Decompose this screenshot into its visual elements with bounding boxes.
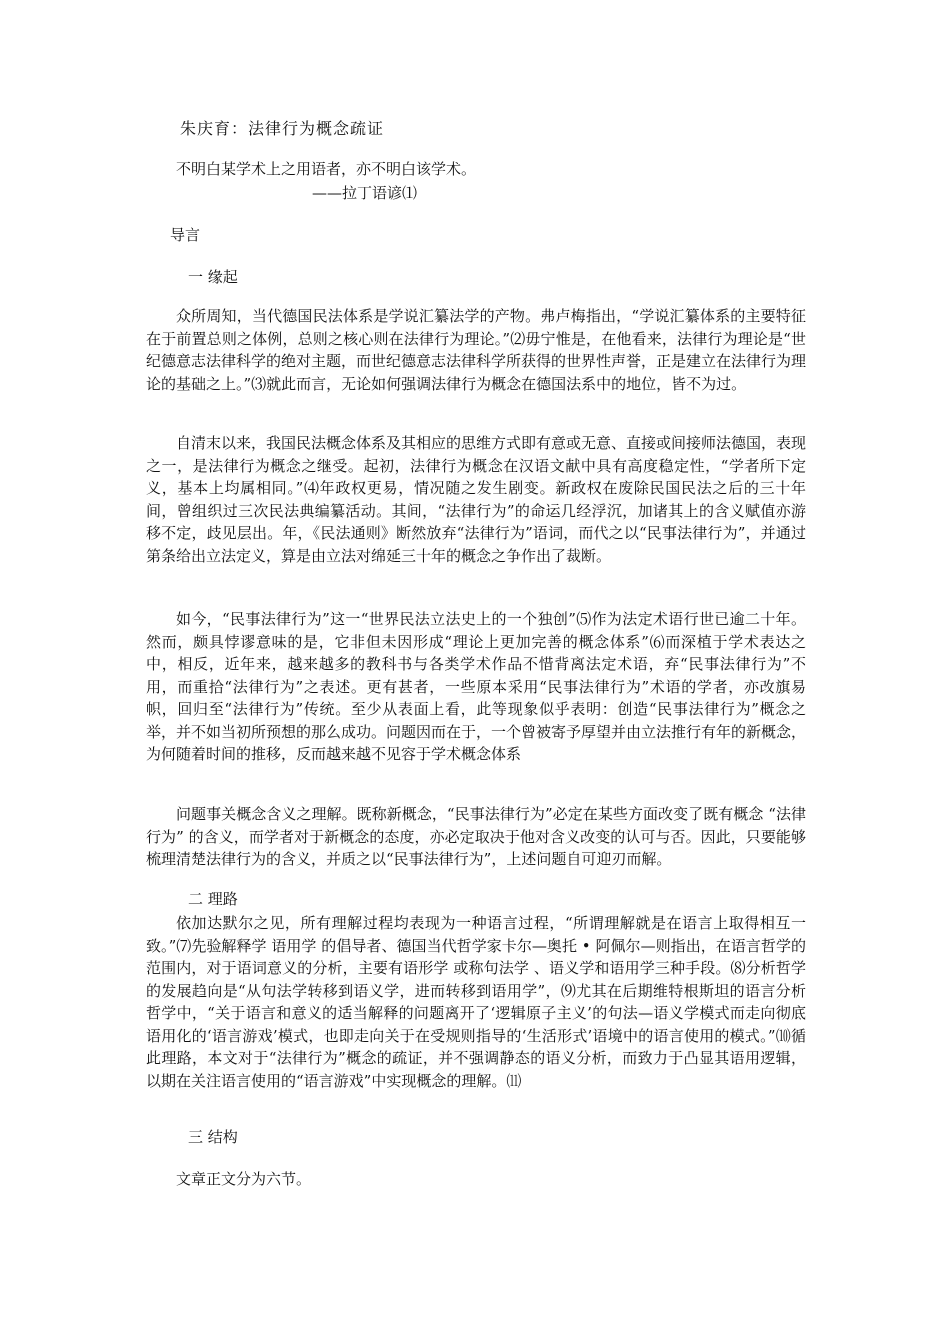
epigraph-quote: 不明白某学术上之用语者，亦不明白该学术。: [176, 160, 477, 178]
section-heading-structure: 三 结构: [188, 1128, 238, 1146]
paragraph-origin-1: 众所周知，当代德国民法体系是学说汇纂法学的产物。弗卢梅指出，“学说汇纂体系的主要特征在于前置总则之体例，总则之核心则在法律行为理论。”⑵毋宁惟是，在他看来，法律行为理论是“世纪德意志法律科学的绝对主题，而世纪德意志法律科学所获得的世界性声誉，正是建立在法律行为理论的基础之上。”⑶就此而言，无论如何强调法律行为概念在德国法系中的地位，皆不为过。: [146, 307, 807, 393]
paragraph-approach-1: 依加达默尔之见，所有理解过程均表现为一种语言过程，“所谓理解就是在语言上取得相互一致。”⑺先验解释学 语用学 的倡导者、德国当代哲学家卡尔—奥托 • 阿佩尔—则指出，在语言哲学的范围内，对于语词意义的分析，主要有语形学 或称句法学 、语义学和语用学三种手段。⑻分析哲学的发展趋向是“从句法学转移到语义学，进而转移到语用学”，⑼尤其在后期维特根斯坦的语言分析哲学中，“关于语言和意义的适当解释的问题离开了‘逻辑原子主义’的句法—语义学模式而走向彻底语用化的‘语言游戏’模式，也即走向关于在受规则指导的‘生活形式’语境中的语言使用的模式。”⑽循此理路，本文对于“法律行为”概念的疏证，并不强调静态的语义分析，而致力于凸显其语用逻辑，以期在关注语言使用的“语言游戏”中实现概念的理解。⑾: [146, 914, 806, 1090]
article-title: 朱庆育：法律行为概念疏证: [180, 119, 385, 138]
section-heading-origin: 一 缘起: [188, 268, 238, 286]
epigraph-source: ——拉丁语谚⑴: [312, 184, 418, 202]
paragraph-origin-4: 问题事关概念含义之理解。既称新概念，“民事法律行为”必定在某些方面改变了既有概念 “法律行为” 的含义，而学者对于新概念的态度，亦必定取决于他对含义改变的认可与否。因此，只要能够梳理清楚法律行为的含义，并质之以“民事法律行为”，上述问题自可迎刃而解。: [146, 805, 806, 868]
section-heading-approach: 二 理路: [188, 890, 238, 908]
paragraph-origin-3: 如今，“民事法律行为”这一“世界民法立法史上的一个独创”⑸作为法定术语行世已逾二十年。然而，颇具悖谬意味的是，它非但未因形成“理论上更加完善的概念体系”⑹而深植于学术表达之中，相反，近年来，越来越多的教科书与各类学术作品不惜背离法定术语，弃“民事法律行为”不用，而重拾“法律行为”之表述。更有甚者，一些原本采用“民事法律行为”术语的学者，亦改旗易帜，回归至“法律行为”传统。至少从表面上看，此等现象似乎表明：创造“民事法律行为”概念之举，并不如当初所预想的那么成功。问题因而在于，一个曾被寄予厚望并由立法推行有年的新概念，为何随着时间的推移，反而越来越不见容于学术概念体系: [146, 610, 807, 763]
paragraph-origin-2: 自清末以来，我国民法概念体系及其相应的思维方式即有意或无意、直接或间接师法德国，表现之一，是法律行为概念之继受。起初，法律行为概念在汉语文献中具有高度稳定性，“学者所下定义，基本上均属相同。”⑷年政权更易，情况随之发生剧变。新政权在废除民国民法之后的三十年间，曾组织过三次民法典编纂活动。其间，“法律行为”的命运几经浮沉，加诸其上的含义赋值亦游移不定，歧见层出。年，《民法通则》断然放弃“法律行为”语词，而代之以“民事法律行为”，并通过第条给出立法定义，算是由立法对绵延三十年的概念之争作出了裁断。: [146, 434, 807, 565]
intro-heading: 导言: [170, 226, 201, 244]
paragraph-structure-1: 文章正文分为六节。: [176, 1170, 312, 1188]
